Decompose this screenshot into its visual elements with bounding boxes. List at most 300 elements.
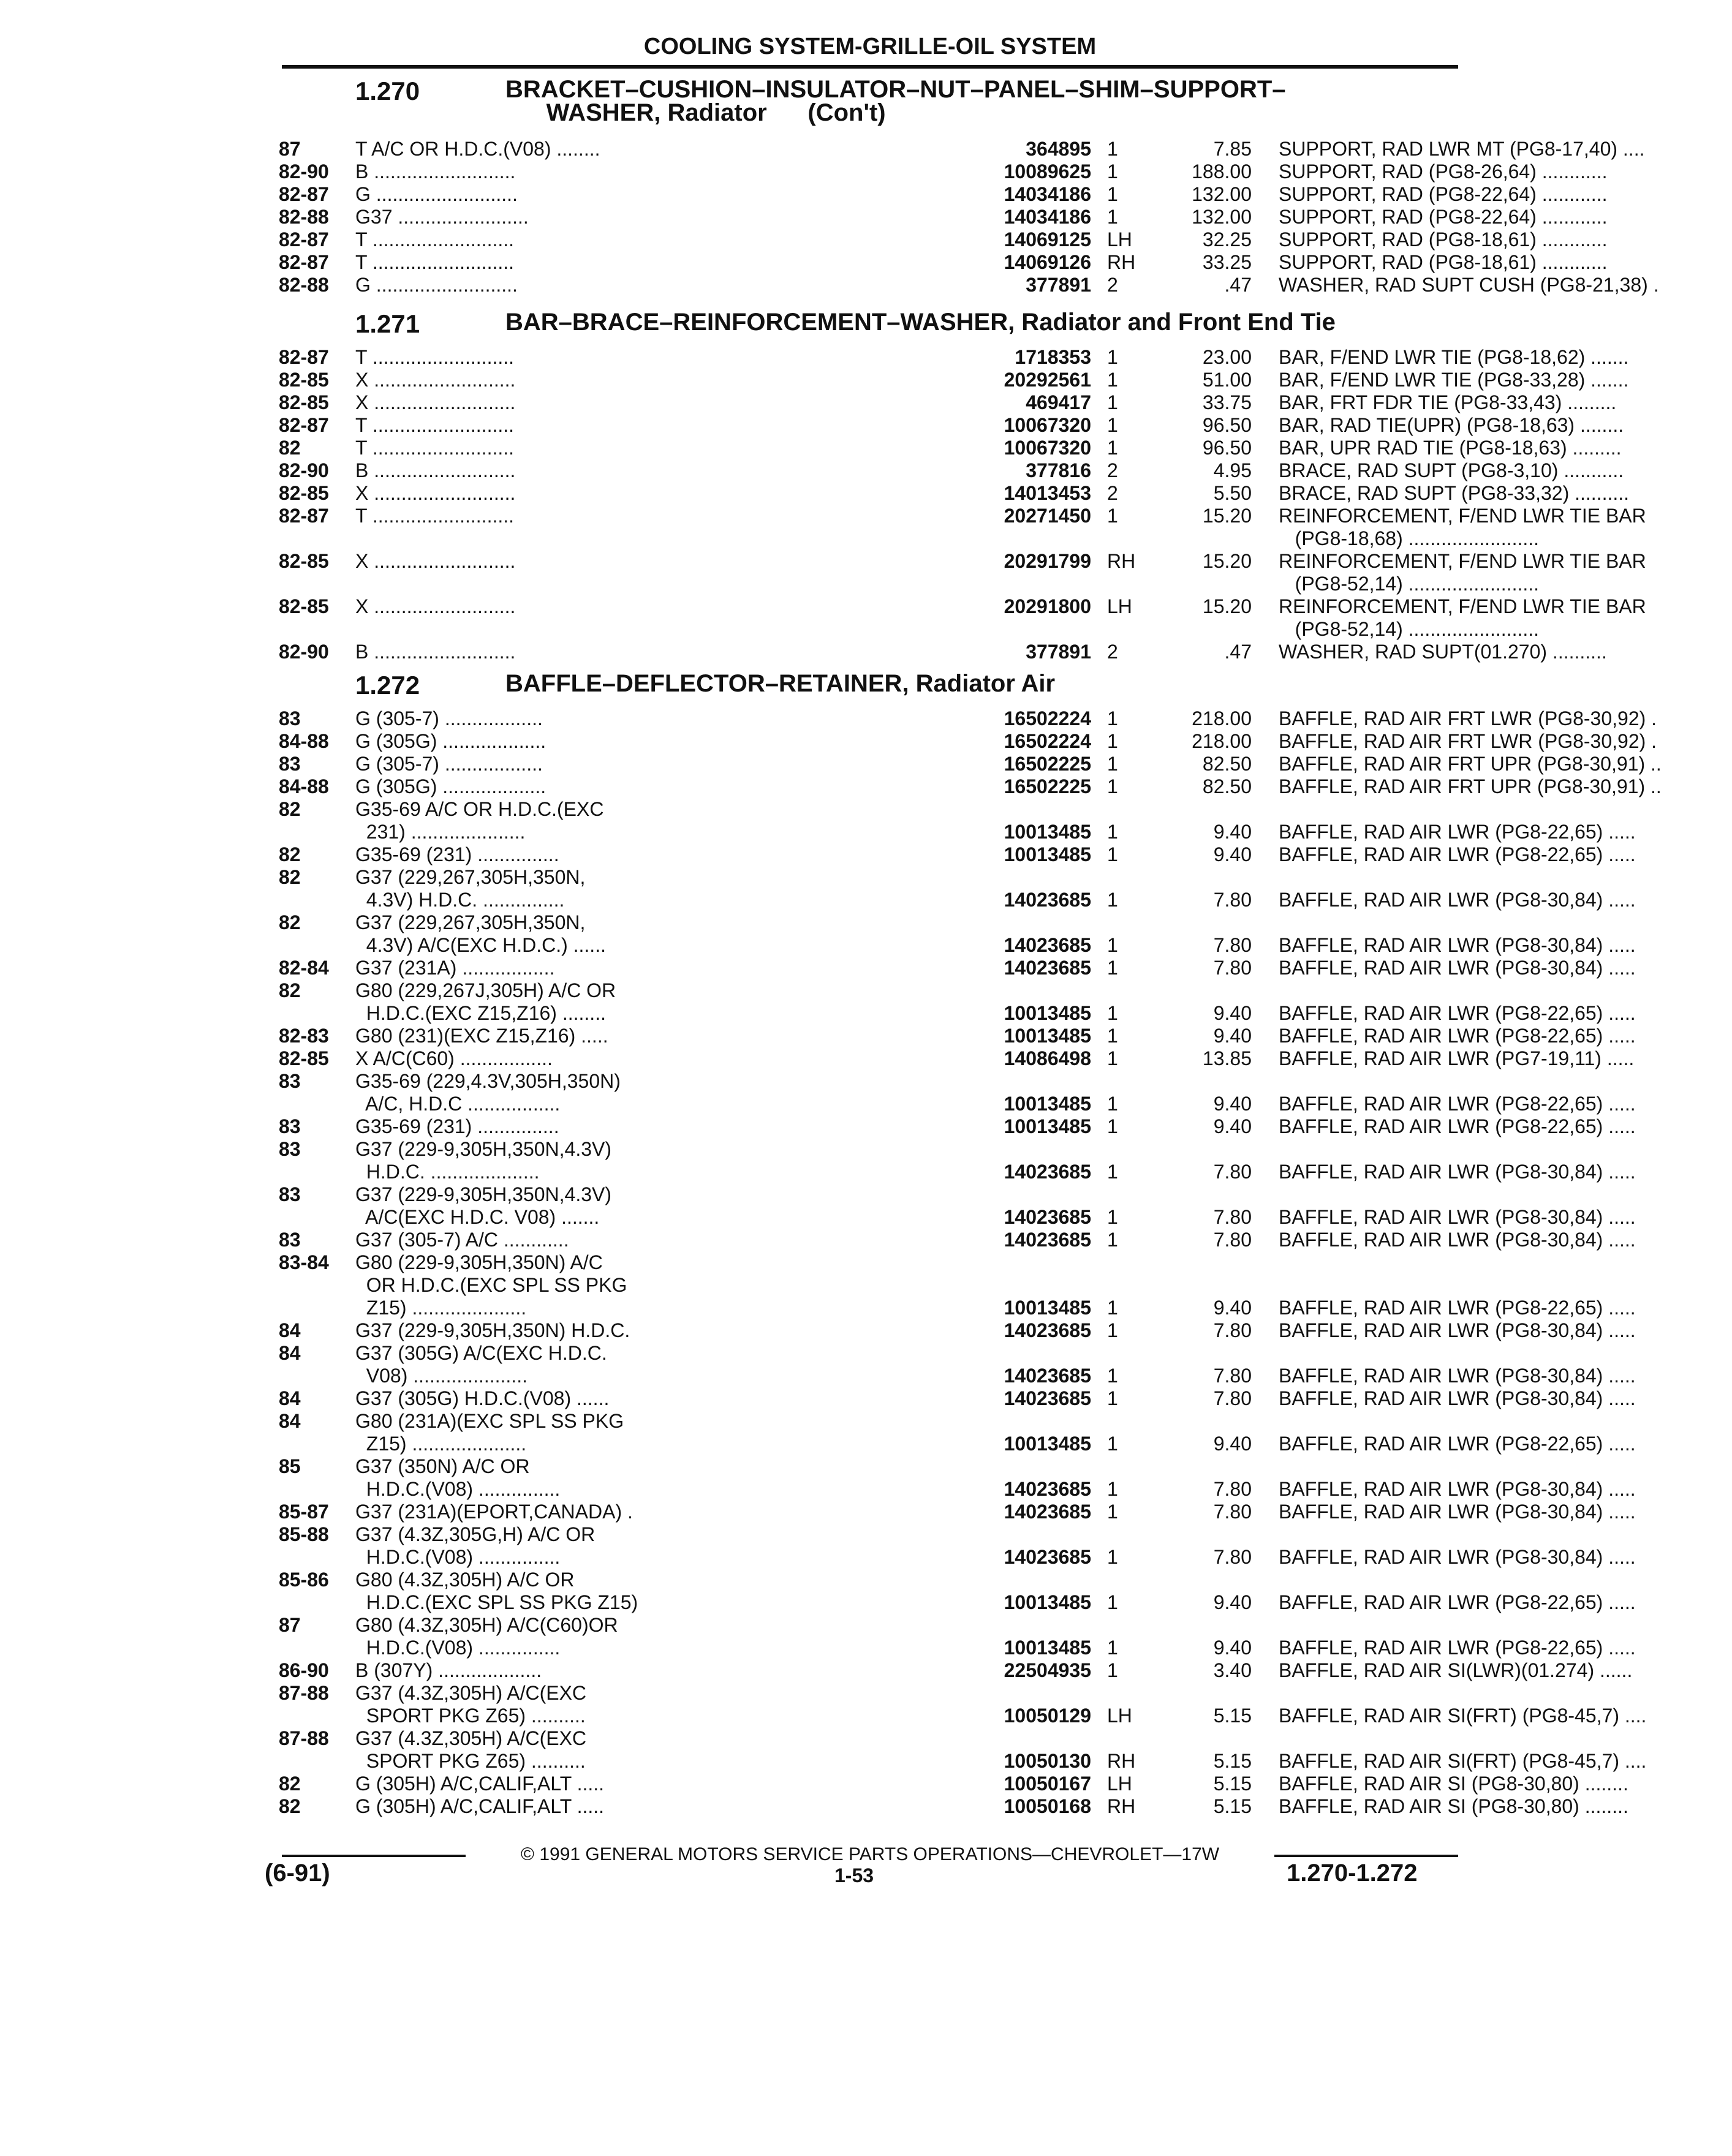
part-row [279, 1591, 1636, 1614]
price: 9.40 [1213, 1637, 1252, 1659]
page-header: COOLING SYSTEM-GRILLE-OIL SYSTEM [282, 29, 1458, 69]
application: G .......................... [355, 183, 518, 205]
model-year: 85-86 [279, 1569, 329, 1591]
model-year: 87 [279, 138, 301, 160]
model-year: 83 [279, 1229, 301, 1251]
part-row [279, 1229, 1636, 1251]
part-number: 14023685 [1004, 1478, 1091, 1500]
part-name: BAFFLE, RAD AIR LWR (PG8-30,84) ..... [1279, 1161, 1636, 1183]
application: G37 (229-9,305H,350N) H.D.C. [355, 1319, 630, 1341]
part-row [279, 1093, 1636, 1115]
part-name: BAFFLE, RAD AIR LWR (PG8-30,84) ..... [1279, 1478, 1636, 1500]
quantity: 1 [1107, 369, 1118, 391]
part-number: 16502224 [1004, 707, 1091, 729]
part-name: BAFFLE, RAD AIR FRT UPR (PG8-30,91) .. [1279, 775, 1662, 797]
part-name: BAFFLE, RAD AIR LWR (PG8-30,84) ..... [1279, 1229, 1636, 1251]
part-name: BRACE, RAD SUPT (PG8-33,32) .......... [1279, 482, 1630, 504]
quantity: LH [1107, 595, 1132, 617]
application: B .......................... [355, 641, 516, 663]
application: G35-69 (231) ............... [355, 1115, 559, 1137]
price: 15.20 [1202, 550, 1252, 572]
part-name: BAFFLE, RAD AIR SI (PG8-30,80) ........ [1279, 1773, 1628, 1795]
application: G80 (4.3Z,305H) A/C(C60)OR [355, 1614, 618, 1636]
application: G37 (305G) A/C(EXC H.D.C. [355, 1342, 607, 1364]
price: 7.80 [1213, 1365, 1252, 1387]
model-year: 82-87 [279, 183, 329, 205]
part-row [279, 459, 1624, 482]
application: X .......................... [355, 369, 516, 391]
quantity: RH [1107, 251, 1136, 273]
part-row [279, 1274, 1455, 1297]
part-number: 10013485 [1004, 1297, 1091, 1319]
price: 3.40 [1213, 1659, 1252, 1681]
price: 9.40 [1213, 1433, 1252, 1455]
price: 9.40 [1213, 1025, 1252, 1047]
footer-rule-left [282, 1855, 466, 1857]
part-number: 16502224 [1004, 730, 1091, 752]
application: G35-69 A/C OR H.D.C.(EXC [355, 798, 604, 820]
part-row [279, 1070, 1455, 1093]
part-number: 14034186 [1004, 183, 1091, 205]
application: X .......................... [355, 391, 516, 413]
part-name: SUPPORT, RAD (PG8-22,64) ............ [1279, 206, 1608, 228]
model-year: 82-85 [279, 391, 329, 413]
quantity: 1 [1107, 346, 1118, 368]
application: G80 (229,267J,305H) A/C OR [355, 979, 616, 1001]
part-row [279, 1569, 1455, 1591]
quantity: 1 [1107, 1478, 1118, 1500]
application: G80 (4.3Z,305H) A/C OR [355, 1569, 575, 1591]
part-row [279, 1546, 1636, 1569]
model-year: 82 [279, 866, 301, 888]
quantity: RH [1107, 1750, 1136, 1772]
part-name: BAFFLE, RAD AIR SI (PG8-30,80) ........ [1279, 1795, 1628, 1817]
quantity: 1 [1107, 775, 1118, 797]
part-number: 1718353 [1015, 346, 1091, 368]
quantity: LH [1107, 228, 1132, 251]
part-number: 10050167 [1004, 1773, 1091, 1795]
part-name: SUPPORT, RAD (PG8-18,61) ............ [1279, 251, 1608, 273]
quantity: 1 [1107, 1093, 1118, 1115]
price: 51.00 [1202, 369, 1252, 391]
part-row [279, 1795, 1628, 1818]
part-name: BAFFLE, RAD AIR LWR (PG8-30,84) ..... [1279, 957, 1636, 979]
part-row [279, 1682, 1455, 1705]
price: 7.85 [1213, 138, 1252, 160]
price: 7.80 [1213, 957, 1252, 979]
part-number: 14023685 [1004, 934, 1091, 956]
application: G37 (231A) ................. [355, 957, 555, 979]
part-name: REINFORCEMENT, F/END LWR TIE BAR [1279, 595, 1646, 617]
application: G (305H) A/C,CALIF,ALT ..... [355, 1773, 605, 1795]
model-year: 84-88 [279, 775, 329, 797]
part-row [279, 957, 1636, 979]
part-row [279, 251, 1608, 274]
section-title: BAR–BRACE–REINFORCEMENT–WASHER, Radiator and Front End Tie [505, 309, 1336, 336]
part-name: BAFFLE, RAD AIR LWR (PG8-22,65) ..... [1279, 1637, 1636, 1659]
application: G37 (229-9,305H,350N,4.3V) [355, 1138, 612, 1160]
part-number: 10050130 [1004, 1750, 1091, 1772]
application: G37 (305-7) A/C ............ [355, 1229, 569, 1251]
quantity: 1 [1107, 1365, 1118, 1387]
part-name: BAFFLE, RAD AIR LWR (PG8-22,65) ..... [1279, 1025, 1636, 1047]
application: G37 (229,267,305H,350N, [355, 866, 586, 888]
price: 13.85 [1202, 1047, 1252, 1069]
part-row [279, 482, 1630, 505]
part-row [279, 618, 1540, 641]
price: 96.50 [1202, 414, 1252, 436]
part-name: SUPPORT, RAD (PG8-22,64) ............ [1279, 183, 1608, 205]
model-year: 83 [279, 707, 301, 729]
part-name: (PG8-52,14) ........................ [1279, 618, 1540, 640]
price: 7.80 [1213, 1206, 1252, 1228]
part-row [279, 1433, 1636, 1455]
model-year: 87 [279, 1614, 301, 1636]
application: G80 (229-9,305H,350N) A/C [355, 1251, 603, 1273]
part-row [279, 753, 1662, 775]
application: T .......................... [355, 437, 515, 459]
application: Z15) ..................... [355, 1297, 527, 1319]
part-number: 22504935 [1004, 1659, 1091, 1681]
part-number: 14023685 [1004, 1206, 1091, 1228]
part-name: BAR, UPR RAD TIE (PG8-18,63) ......... [1279, 437, 1622, 459]
application: G37 (305G) H.D.C.(V08) ...... [355, 1387, 610, 1409]
section-title: BAFFLE–DEFLECTOR–RETAINER, Radiator Air [505, 670, 1056, 697]
application: G .......................... [355, 274, 518, 296]
quantity: 1 [1107, 505, 1118, 527]
application: A/C, H.D.C ................. [355, 1093, 561, 1115]
part-name: BAR, F/END LWR TIE (PG8-33,28) ....... [1279, 369, 1629, 391]
part-row [279, 437, 1622, 459]
part-row [279, 1319, 1636, 1342]
part-row [279, 1750, 1647, 1773]
part-number: 14023685 [1004, 1229, 1091, 1251]
part-row [279, 1161, 1636, 1183]
model-year: 85-87 [279, 1501, 329, 1523]
model-year: 82-90 [279, 641, 329, 663]
price: 7.80 [1213, 1546, 1252, 1568]
application: H.D.C.(EXC SPL SS PKG Z15) [355, 1591, 638, 1613]
quantity: 1 [1107, 1501, 1118, 1523]
price: 82.50 [1202, 775, 1252, 797]
model-year: 82-87 [279, 346, 329, 368]
part-number: 10089625 [1004, 160, 1091, 183]
price: 9.40 [1213, 821, 1252, 843]
part-number: 14023685 [1004, 1501, 1091, 1523]
price: 7.80 [1213, 1387, 1252, 1409]
quantity: 1 [1107, 1319, 1118, 1341]
quantity: 1 [1107, 206, 1118, 228]
part-number: 14034186 [1004, 206, 1091, 228]
part-row [279, 1002, 1636, 1025]
part-row [279, 346, 1629, 369]
part-row [279, 206, 1608, 228]
application: G80 (231A)(EXC SPL SS PKG [355, 1410, 624, 1432]
part-row [279, 1025, 1636, 1047]
part-number: 364895 [1026, 138, 1091, 160]
price: 9.40 [1213, 1297, 1252, 1319]
application: SPORT PKG Z65) .......... [355, 1705, 586, 1727]
footer-rule-right [1274, 1855, 1458, 1857]
part-name: REINFORCEMENT, F/END LWR TIE BAR [1279, 550, 1646, 572]
part-number: 10067320 [1004, 414, 1091, 436]
quantity: RH [1107, 550, 1136, 572]
section-number: 1.272 [355, 671, 420, 699]
part-name: BAR, F/END LWR TIE (PG8-18,62) ....... [1279, 346, 1629, 368]
part-row [279, 527, 1540, 550]
part-row [279, 1297, 1636, 1319]
part-name: BAFFLE, RAD AIR FRT LWR (PG8-30,92) . [1279, 730, 1657, 752]
part-name: BAFFLE, RAD AIR LWR (PG8-22,65) ..... [1279, 1115, 1636, 1137]
application: G (305H) A/C,CALIF,ALT ..... [355, 1795, 605, 1817]
application: G37 (229-9,305H,350N,4.3V) [355, 1183, 612, 1205]
part-number: 16502225 [1004, 775, 1091, 797]
part-name: BAFFLE, RAD AIR LWR (PG8-30,84) ..... [1279, 889, 1636, 911]
price: 15.20 [1202, 595, 1252, 617]
part-row [279, 414, 1624, 437]
application: G37 (231A)(EPORT,CANADA) . [355, 1501, 633, 1523]
application: G80 (231)(EXC Z15,Z16) ..... [355, 1025, 608, 1047]
price: 23.00 [1202, 346, 1252, 368]
part-name: BAFFLE, RAD AIR LWR (PG8-22,65) ..... [1279, 1433, 1636, 1455]
application: G (305G) ................... [355, 775, 546, 797]
application: T A/C OR H.D.C.(V08) ........ [355, 138, 600, 160]
application: 231) ..................... [355, 821, 526, 843]
application: G (305G) ................... [355, 730, 546, 752]
quantity: 1 [1107, 1229, 1118, 1251]
price: 15.20 [1202, 505, 1252, 527]
model-year: 82-85 [279, 550, 329, 572]
part-name: BAFFLE, RAD AIR LWR (PG8-30,84) ..... [1279, 1319, 1636, 1341]
part-row [279, 1659, 1633, 1682]
part-name: BAFFLE, RAD AIR LWR (PG8-30,84) ..... [1279, 1387, 1636, 1409]
part-number: 14023685 [1004, 1546, 1091, 1568]
part-row [279, 1727, 1455, 1750]
model-year: 82-85 [279, 482, 329, 504]
quantity: 1 [1107, 889, 1118, 911]
quantity: 1 [1107, 821, 1118, 843]
part-name: BAFFLE, RAD AIR LWR (PG8-22,65) ..... [1279, 1591, 1636, 1613]
application: OR H.D.C.(EXC SPL SS PKG [355, 1274, 627, 1296]
model-year: 83 [279, 1183, 301, 1205]
part-number: 14023685 [1004, 1319, 1091, 1341]
application: X .......................... [355, 482, 516, 504]
application: G (305-7) .................. [355, 753, 543, 775]
application: H.D.C.(EXC Z15,Z16) ........ [355, 1002, 606, 1024]
part-row [279, 821, 1636, 843]
part-name: BAFFLE, RAD AIR LWR (PG8-22,65) ..... [1279, 1093, 1636, 1115]
application: T .......................... [355, 505, 515, 527]
quantity: 1 [1107, 1115, 1118, 1137]
model-year: 84 [279, 1319, 301, 1341]
model-year: 82-85 [279, 369, 329, 391]
part-name: BAFFLE, RAD AIR LWR (PG8-22,65) ..... [1279, 843, 1636, 865]
model-year: 84 [279, 1342, 301, 1364]
quantity: 1 [1107, 1546, 1118, 1568]
part-row [279, 160, 1608, 183]
application: G (305-7) .................. [355, 707, 543, 729]
part-name: BAFFLE, RAD AIR SI(FRT) (PG8-45,7) .... [1279, 1705, 1647, 1727]
part-name: BAFFLE, RAD AIR FRT UPR (PG8-30,91) .. [1279, 753, 1662, 775]
model-year: 82-87 [279, 228, 329, 251]
part-row [279, 1523, 1455, 1546]
part-number: 14023685 [1004, 1365, 1091, 1387]
quantity: 1 [1107, 843, 1118, 865]
part-row [279, 369, 1629, 391]
price: 7.80 [1213, 1478, 1252, 1500]
part-name: BAFFLE, RAD AIR SI(LWR)(01.274) ...... [1279, 1659, 1633, 1681]
section-range: 1.270-1.272 [1287, 1860, 1418, 1887]
model-year: 82-88 [279, 274, 329, 296]
part-number: 377891 [1026, 274, 1091, 296]
quantity: 1 [1107, 414, 1118, 436]
part-number: 16502225 [1004, 753, 1091, 775]
part-number: 14023685 [1004, 889, 1091, 911]
part-name: SUPPORT, RAD (PG8-18,61) ............ [1279, 228, 1608, 251]
price: 7.80 [1213, 1229, 1252, 1251]
footer-date: (6-91) [265, 1860, 330, 1887]
price: 132.00 [1192, 206, 1252, 228]
price: 5.15 [1213, 1795, 1252, 1817]
part-number: 10013485 [1004, 1002, 1091, 1024]
quantity: 1 [1107, 391, 1118, 413]
part-number: 10050129 [1004, 1705, 1091, 1727]
part-number: 14023685 [1004, 1161, 1091, 1183]
quantity: 1 [1107, 183, 1118, 205]
quantity: 2 [1107, 482, 1118, 504]
model-year: 84-88 [279, 730, 329, 752]
price: 7.80 [1213, 1319, 1252, 1341]
model-year: 82 [279, 437, 301, 459]
application: B (307Y) ................... [355, 1659, 542, 1681]
application: T .......................... [355, 251, 515, 273]
quantity: RH [1107, 1795, 1136, 1817]
part-number: 14013453 [1004, 482, 1091, 504]
part-row [279, 1183, 1455, 1206]
quantity: 1 [1107, 753, 1118, 775]
quantity: 1 [1107, 1025, 1118, 1047]
quantity: 1 [1107, 1002, 1118, 1024]
model-year: 83 [279, 1115, 301, 1137]
price: 7.80 [1213, 1161, 1252, 1183]
part-row [279, 1206, 1636, 1229]
part-row [279, 550, 1646, 573]
model-year: 85-88 [279, 1523, 329, 1545]
application: G37 (4.3Z,305G,H) A/C OR [355, 1523, 596, 1545]
price: 9.40 [1213, 1093, 1252, 1115]
quantity: 1 [1107, 934, 1118, 956]
model-year: 82-87 [279, 251, 329, 273]
price: 9.40 [1213, 843, 1252, 865]
price: 33.25 [1202, 251, 1252, 273]
price: 7.80 [1213, 889, 1252, 911]
part-number: 10067320 [1004, 437, 1091, 459]
quantity: 1 [1107, 1387, 1118, 1409]
part-name: BAFFLE, RAD AIR FRT LWR (PG8-30,92) . [1279, 707, 1657, 729]
part-name: BAR, RAD TIE(UPR) (PG8-18,63) ........ [1279, 414, 1624, 436]
part-name: BAFFLE, RAD AIR LWR (PG8-30,84) ..... [1279, 1501, 1636, 1523]
part-number: 14023685 [1004, 957, 1091, 979]
application: H.D.C.(V08) ............... [355, 1637, 561, 1659]
part-row [279, 1251, 1455, 1274]
part-row [279, 979, 1455, 1002]
model-year: 82 [279, 1795, 301, 1817]
part-number: 10013485 [1004, 1093, 1091, 1115]
application: B .......................... [355, 160, 516, 183]
price: 33.75 [1202, 391, 1252, 413]
part-row [279, 183, 1608, 206]
part-name: SUPPORT, RAD (PG8-26,64) ............ [1279, 160, 1608, 183]
model-year: 82-83 [279, 1025, 329, 1047]
part-number: 14069125 [1004, 228, 1091, 251]
part-row [279, 843, 1636, 866]
price: 218.00 [1192, 707, 1252, 729]
quantity: 1 [1107, 1297, 1118, 1319]
part-row [279, 1705, 1647, 1727]
model-year: 82 [279, 798, 301, 820]
quantity: 1 [1107, 1591, 1118, 1613]
part-name: WASHER, RAD SUPT CUSH (PG8-21,38) . [1279, 274, 1659, 296]
price: 96.50 [1202, 437, 1252, 459]
part-name: (PG8-52,14) ........................ [1279, 573, 1540, 595]
part-name: BAFFLE, RAD AIR LWR (PG8-30,84) ..... [1279, 1546, 1636, 1568]
application: Z15) ..................... [355, 1433, 527, 1455]
price: 32.25 [1202, 228, 1252, 251]
part-name: BAR, FRT FDR TIE (PG8-33,43) ......... [1279, 391, 1617, 413]
quantity: 1 [1107, 730, 1118, 752]
model-year: 83 [279, 1138, 301, 1160]
quantity: 1 [1107, 1161, 1118, 1183]
price: 4.95 [1213, 459, 1252, 481]
price: 132.00 [1192, 183, 1252, 205]
part-row [279, 1773, 1628, 1795]
price: 82.50 [1202, 753, 1252, 775]
part-row [279, 1501, 1636, 1523]
part-row [279, 1637, 1636, 1659]
price: .47 [1224, 274, 1252, 296]
model-year: 83-84 [279, 1251, 329, 1273]
part-row [279, 1410, 1455, 1433]
part-number: 10050168 [1004, 1795, 1091, 1817]
part-row [279, 391, 1617, 414]
part-row [279, 1365, 1636, 1387]
part-number: 377816 [1026, 459, 1091, 481]
price: 5.15 [1213, 1705, 1252, 1727]
quantity: 2 [1107, 641, 1118, 663]
part-row [279, 798, 1455, 821]
model-year: 82 [279, 979, 301, 1001]
part-number: 14069126 [1004, 251, 1091, 273]
part-row [279, 505, 1646, 527]
application: A/C(EXC H.D.C. V08) ....... [355, 1206, 600, 1228]
part-number: 469417 [1026, 391, 1091, 413]
quantity: 2 [1107, 459, 1118, 481]
model-year: 82-85 [279, 595, 329, 617]
model-year: 86-90 [279, 1659, 329, 1681]
part-name: (PG8-18,68) ........................ [1279, 527, 1540, 549]
model-year: 82-87 [279, 414, 329, 436]
price: 9.40 [1213, 1115, 1252, 1137]
model-year: 82-84 [279, 957, 329, 979]
model-year: 82-85 [279, 1047, 329, 1069]
part-row [279, 573, 1540, 595]
application: G37 ........................ [355, 206, 529, 228]
application: T .......................... [355, 346, 515, 368]
price: 5.50 [1213, 482, 1252, 504]
part-row [279, 1387, 1636, 1410]
application: X A/C(C60) ................. [355, 1047, 553, 1069]
part-number: 10013485 [1004, 821, 1091, 843]
